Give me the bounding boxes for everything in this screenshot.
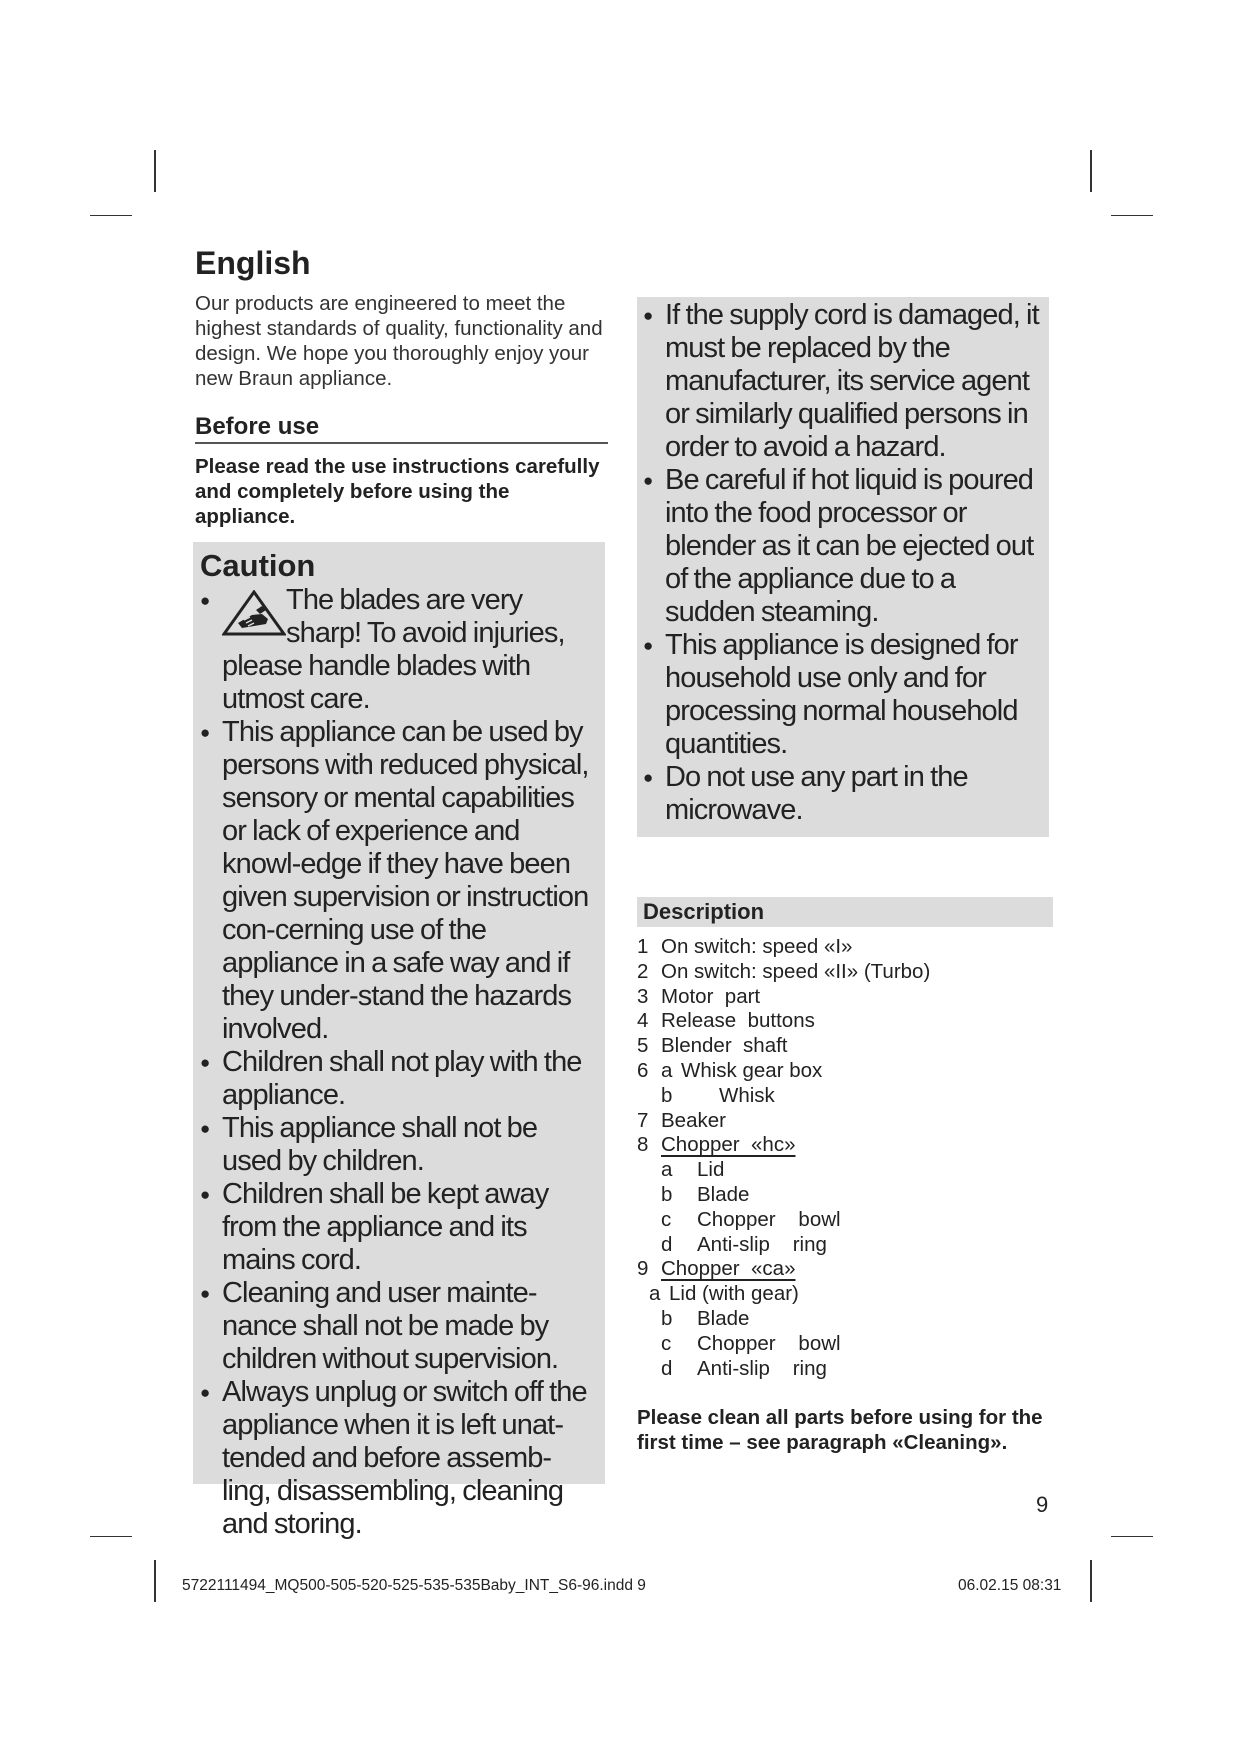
description-row-text: Anti-slip ring (697, 1356, 827, 1380)
description-row (637, 1208, 1053, 1233)
description-row-text: Chopper bowl (697, 1207, 841, 1231)
cleaning-note: Please clean all parts before using for the first time – see paragraph «Cleaning». (637, 1406, 1043, 1454)
description-row-text: Blade (697, 1306, 750, 1330)
page-number: 9 (1036, 1492, 1049, 1517)
description-row-letter: b (661, 1083, 673, 1107)
description-row-text: Lid (697, 1158, 725, 1182)
description-row-letter: d (661, 1232, 673, 1256)
description-row-text: Motor part (661, 984, 761, 1008)
crop-mark (90, 215, 132, 216)
before-use-note: Please read the use instructions carefully and completely before using the appliance. (195, 455, 600, 528)
description-row-text: On switch: speed «I» (661, 935, 853, 958)
footer-file-name: 5722111494_MQ500-505-520-525-535-535Baby_INT_S6-96.indd 9 (182, 1577, 646, 1594)
description-row (637, 1059, 1053, 1084)
description-row-number: 1 (637, 935, 649, 958)
description-row (637, 1357, 1053, 1382)
warning-item: ● If the supply cord is damaged, it must be replaced by the manufacturer, its service agent or similarly qualified persons in order to avoid a hazard. (643, 299, 1045, 464)
caution-item: ● Children shall not play with the appliance. (200, 1046, 599, 1112)
description-row-text: Blade (697, 1182, 750, 1206)
description-row-number: 2 (637, 959, 649, 983)
description-row (637, 1307, 1053, 1332)
description-row-text: Lid (with gear) (669, 1282, 799, 1306)
description-row-number: 5 (637, 1034, 649, 1058)
caution-box (193, 542, 605, 1540)
warnings-list (643, 299, 1045, 827)
crop-mark (1090, 150, 1092, 192)
description-row-text: Blender shaft (661, 1034, 788, 1058)
crop-mark (1111, 1536, 1153, 1537)
description-row-text: Whisk gear box (681, 1058, 823, 1082)
footer-date: 06.02.15 08:31 (958, 1577, 1062, 1594)
description-row-letter: a (661, 1058, 673, 1082)
description-row (637, 1034, 1053, 1059)
crop-mark (90, 1536, 132, 1537)
caution-item: ● This appliance shall not be used by children. (200, 1112, 599, 1178)
crop-mark (1090, 1560, 1092, 1602)
section-title-description: Description (637, 897, 1053, 927)
caution-title: Caution (200, 548, 316, 583)
description-row-letter: b (661, 1306, 673, 1330)
caution-item: ● Always unplug or switch off the appliance when it is left unat-tended and before assemb-ling, disassembling, cleaning and storing. (200, 1376, 599, 1541)
description-row (637, 960, 1053, 985)
description-row-text: On switch: speed «II» (Turbo) (661, 959, 931, 983)
description-row (637, 1133, 1053, 1158)
caution-item: ● Children shall be kept away from the appliance and its mains cord. (200, 1178, 599, 1277)
description-row-letter: c (661, 1207, 672, 1231)
hand-blade-warning-icon (222, 590, 286, 636)
crop-mark (154, 150, 156, 192)
description-row (637, 1158, 1053, 1183)
description-row-letter: b (661, 1182, 673, 1206)
description-row (637, 1109, 1053, 1134)
description-row (637, 1282, 1053, 1307)
description-row-number: 4 (637, 1009, 649, 1033)
caution-list (200, 584, 599, 1541)
description-row-text: Anti-slip ring (697, 1232, 827, 1256)
description-row-number: 8 (637, 1133, 649, 1157)
caution-item: ● Cleaning and user mainte-nance shall not be made by children without supervision. (200, 1277, 599, 1376)
section-title-before-use: Before use (195, 412, 608, 444)
warning-item: ● Be careful if hot liquid is poured into the food processor or blender as it can be ejected out of the appliance due to a sudden steaming. (643, 464, 1045, 629)
description-row (637, 935, 1053, 960)
description-row (637, 985, 1053, 1010)
description-row-text: Release buttons (661, 1009, 815, 1033)
crop-mark (1111, 215, 1153, 216)
description-row-text: Chopper «ca» (661, 1257, 796, 1281)
description-row (637, 1257, 1053, 1282)
description-row-letter: a (649, 1282, 661, 1306)
right-column (637, 297, 1052, 837)
description-row (637, 1233, 1053, 1258)
description-row-number: 7 (637, 1108, 649, 1132)
warning-item: ● Do not use any part in the microwave. (643, 761, 1045, 827)
warnings-box (637, 297, 1049, 837)
caution-item: ● The blades are very sharp! To avoid injuries, please handle blades with utmost care. (200, 584, 599, 716)
description-row-text: Whisk (719, 1083, 775, 1107)
description-list (637, 935, 1053, 1381)
page-title: English (195, 245, 311, 281)
description-row (637, 1332, 1053, 1357)
description-row-letter: a (661, 1158, 673, 1182)
caution-item: ● This appliance can be used by persons with reduced physical, sensory or mental capabilities or lack of experience and knowl-edge if they have been given supervision or instruction con-cerning use of the appliance in a safe way and if they under-stand the hazards involved. (200, 716, 599, 1046)
description-row-letter: d (661, 1356, 673, 1380)
description-row-letter: c (661, 1331, 672, 1355)
description-row-number: 9 (637, 1257, 649, 1281)
description-row-number: 3 (637, 984, 649, 1008)
description-row (637, 1084, 1053, 1109)
intro-text: Our products are engineered to meet the highest standards of quality, functionality and design. We hope you thoroughly enjoy your new Braun appliance. (195, 292, 603, 390)
description-row-text: Chopper bowl (697, 1331, 841, 1355)
description-row (637, 1009, 1053, 1034)
description-row-number: 6 (637, 1058, 649, 1082)
description-row (637, 1183, 1053, 1208)
description-row-text: Beaker (661, 1108, 726, 1132)
crop-mark (154, 1560, 156, 1602)
warning-item: ● This appliance is designed for household use only and for processing normal household quantities. (643, 629, 1045, 761)
description-row-text: Chopper «hc» (661, 1133, 796, 1157)
left-column (195, 245, 608, 1540)
